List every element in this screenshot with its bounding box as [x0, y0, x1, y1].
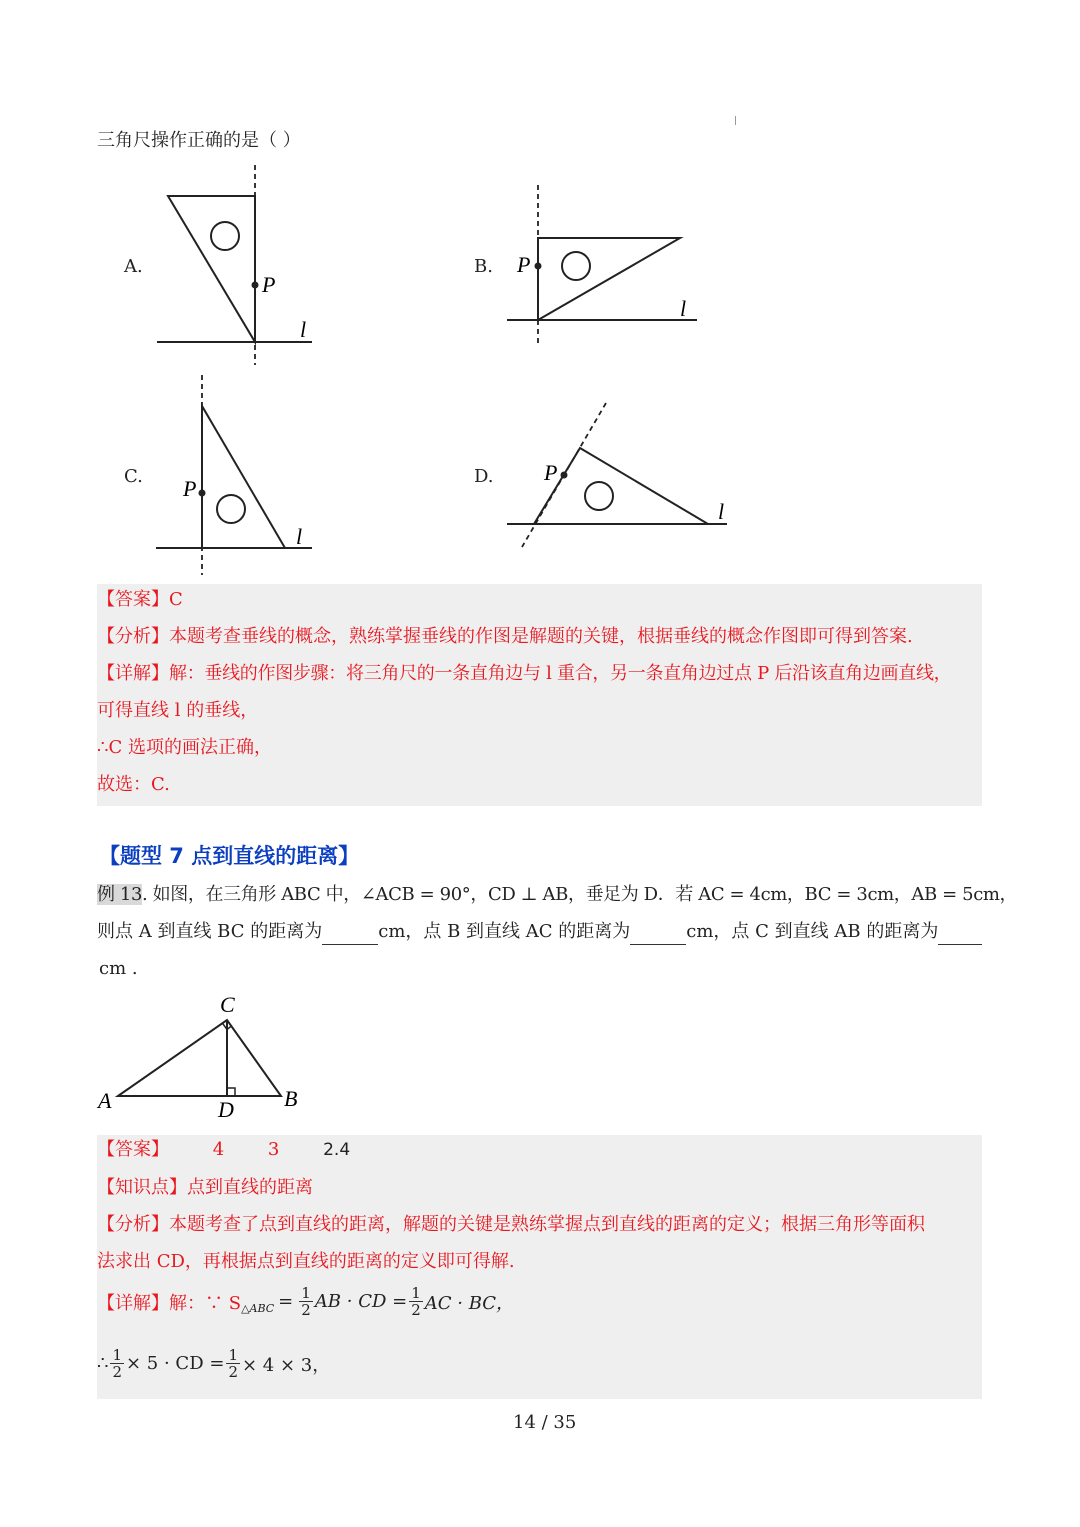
detail-mid-2: AC · BC， [424, 1292, 515, 1314]
detail-subscript: △ABC [241, 1302, 275, 1315]
answer-line [97, 585, 183, 611]
knowledge-tag: 【知识点】 [97, 1177, 187, 1198]
point-p [561, 472, 568, 479]
point-p-label: P [517, 252, 531, 277]
example-text-2a: 则点 A 到直线 BC 的距离为 [97, 921, 323, 942]
detail-mid-1: AB · CD = [314, 1291, 408, 1312]
example-text-2b: cm，点 B 到直线 AC 的距离为 [378, 921, 631, 942]
line-l-label: l [718, 499, 725, 524]
set-square-hole [211, 222, 239, 250]
answer-value-1: 4 [212, 1139, 225, 1160]
answer-value-2: 3 [267, 1139, 280, 1160]
analysis-line-2: 法求出 CD，再根据点到直线的距离的定义即可得解. [97, 1251, 515, 1272]
answer-blank-3[interactable] [938, 926, 982, 945]
page-number: 14 / 35 [513, 1412, 577, 1433]
fraction-numerator: 1 [411, 1284, 421, 1302]
fraction-half [299, 1285, 313, 1318]
vertex-a-label: A [98, 1088, 112, 1113]
answer-blank-2[interactable] [630, 926, 686, 945]
knowledge-text: 点到直线的距离 [187, 1177, 313, 1198]
answer-value: C [169, 589, 183, 610]
answer-tag: 【答案】 [97, 589, 169, 610]
option-b-label: B. [474, 256, 493, 277]
detail-line-1 [97, 659, 951, 685]
fraction-numerator: 1 [301, 1284, 311, 1302]
example-text-1: . 如图，在三角形 ABC 中，∠ACB = 90°，CD ⊥ AB，垂足为 D．若 AC = 4cm，BC = 3cm，AB = 5cm， [142, 884, 1018, 905]
detail-prefix: 解：∵ S [169, 1292, 242, 1314]
fraction-numerator: 1 [112, 1346, 122, 1364]
detail-line-3: ∴C 选项的画法正确， [97, 737, 272, 758]
example-line-1 [97, 882, 1017, 908]
answer-tag: 【答案】 [97, 1139, 169, 1160]
fraction-denominator: 2 [301, 1301, 311, 1319]
vertex-b-label: B [284, 1086, 298, 1111]
detail-tag: 【详解】 [97, 1292, 169, 1314]
set-square [202, 406, 285, 548]
analysis-line [97, 622, 913, 648]
example-line-2 [97, 919, 982, 945]
figure-option-c [150, 370, 320, 580]
point-p [199, 490, 206, 497]
figure-option-a [150, 160, 320, 370]
fraction-denominator: 2 [112, 1363, 122, 1381]
detail-tag: 【详解】 [97, 663, 169, 684]
answer-line [97, 1135, 350, 1161]
analysis-tag: 【分析】 [97, 1214, 169, 1235]
line-l-label: l [300, 317, 307, 342]
right-angle-d [227, 1088, 235, 1096]
step2-mid-2: × 4 × 3， [241, 1354, 331, 1376]
detail-line-1 [97, 1285, 514, 1318]
set-square-hole [585, 482, 613, 510]
point-p-label: P [544, 460, 558, 485]
vertex-c-label: C [220, 992, 235, 1017]
fraction-half [409, 1285, 423, 1318]
figure-option-b [500, 180, 710, 350]
set-square-hole [562, 252, 590, 280]
set-square-hole [217, 495, 245, 523]
analysis-text: 本题考查垂线的概念，熟练掌握垂线的作图是解题的关键，根据垂线的概念作图即可得到答案. [169, 626, 913, 647]
line-l-label: l [296, 524, 303, 549]
point-p [535, 263, 542, 270]
fraction-numerator: 1 [228, 1346, 238, 1364]
analysis-text-1: 本题考查了点到直线的距离，解题的关键是熟练掌握点到直线的距离的定义；根据三角形等面积 [169, 1214, 925, 1235]
detail-eq: = [278, 1291, 294, 1312]
answer-box-1 [97, 584, 982, 806]
question-text: 三角尺操作正确的是（ ） [97, 130, 301, 151]
knowledge-line [97, 1173, 313, 1199]
fraction-denominator: 2 [228, 1363, 238, 1381]
detail-line-4: 故选：C. [97, 774, 170, 795]
fraction-denominator: 2 [411, 1301, 421, 1319]
set-square [538, 238, 680, 320]
point-p-label: P [183, 476, 197, 501]
triangle-abc [118, 1020, 281, 1096]
figure-option-d [500, 395, 740, 555]
page-mark [735, 116, 736, 125]
example-line-3: cm . [99, 958, 138, 979]
option-c-label: C. [124, 466, 143, 487]
example-label: 例 13 [97, 884, 143, 905]
analysis-tag: 【分析】 [97, 626, 169, 647]
point-p-label: P [262, 272, 276, 297]
point-p [252, 282, 259, 289]
analysis-line-1 [97, 1210, 925, 1236]
answer-value-3: 2.4 [323, 1140, 351, 1160]
step2-mid-1: × 5 · CD = [126, 1353, 225, 1374]
triangle-abc-figure [90, 990, 320, 1125]
option-a-label: A. [124, 256, 143, 277]
answer-box-2 [97, 1135, 982, 1399]
line-l-label: l [680, 296, 687, 321]
point-d-label: D [218, 1097, 234, 1122]
detail-line-2: 可得直线 l 的垂线， [97, 700, 259, 721]
therefore-symbol: ∴ [97, 1353, 109, 1374]
example-text-2c: cm，点 C 到直线 AB 的距离为 [686, 921, 939, 942]
option-d-label: D. [474, 466, 494, 487]
fraction-half [110, 1347, 124, 1380]
section-title: 【题型 7 点到直线的距离】 [99, 844, 360, 868]
fraction-half [226, 1347, 240, 1380]
answer-blank-1[interactable] [322, 926, 378, 945]
detail-line-2 [97, 1347, 330, 1380]
set-square [168, 196, 255, 342]
detail-text-1: 解：垂线的作图步骤：将三角尺的一条直角边与 l 重合，另一条直角边过点 P 后沿该直角边画直线， [169, 663, 952, 684]
set-square [534, 448, 708, 524]
